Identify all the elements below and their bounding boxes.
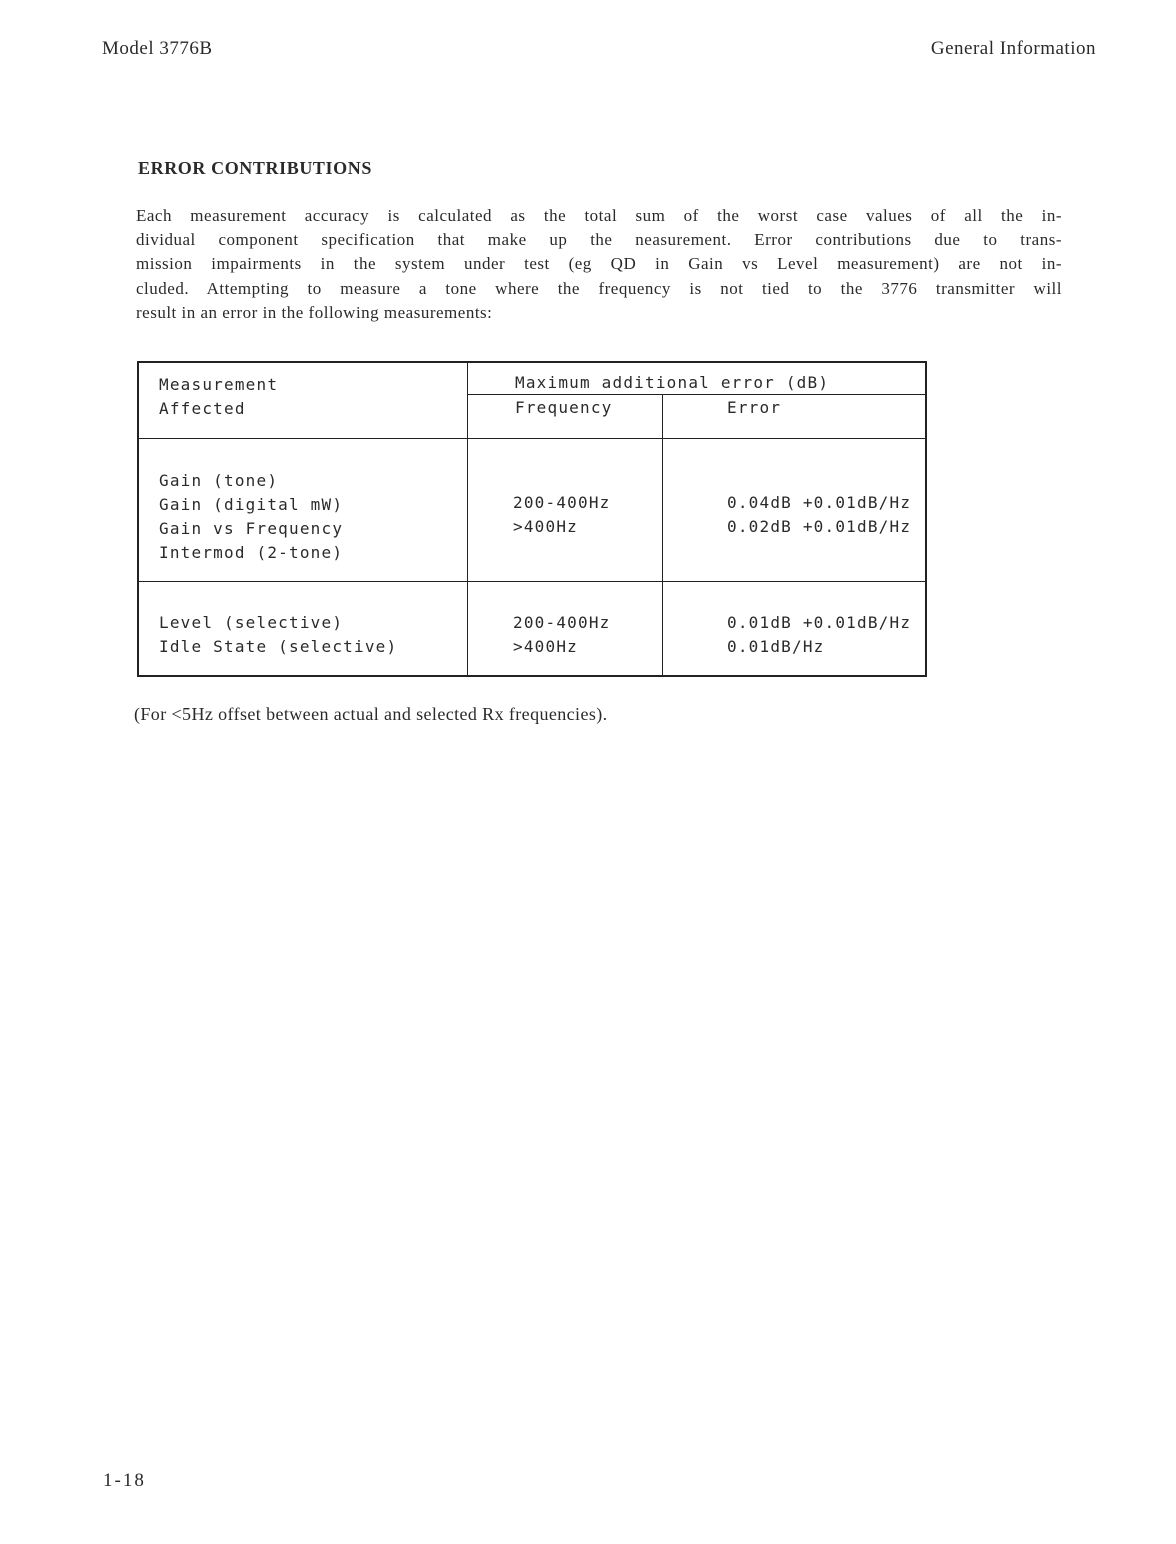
frequency-value: >400Hz xyxy=(513,517,578,536)
frequency-value: 200-400Hz xyxy=(513,613,611,632)
error-value: 0.01dB/Hz xyxy=(727,637,825,656)
paragraph-line: cluded. Attempting to measure a tone where the frequency is not tied to the 3776 transmitter will xyxy=(136,278,1062,298)
error-value: 0.04dB +0.01dB/Hz xyxy=(727,493,912,512)
section-title: ERROR CONTRIBUTIONS xyxy=(138,158,372,178)
footnote: (For <5Hz offset between actual and selected Rx frequencies). xyxy=(134,704,608,724)
header-max-error: Maximum additional error (dB) xyxy=(515,373,830,392)
frequency-value: 200-400Hz xyxy=(513,493,611,512)
header-affected: Affected xyxy=(159,399,246,418)
measurement-item: Level (selective) xyxy=(159,613,344,632)
group-rule xyxy=(139,581,925,582)
header-error: Error xyxy=(727,398,782,417)
paragraph-line: dividual component specification that make up the neasurement. Error contributions due to trans- xyxy=(136,230,1062,250)
error-value: 0.01dB +0.01dB/Hz xyxy=(727,613,912,632)
column-divider xyxy=(467,363,468,675)
column-divider xyxy=(662,395,663,675)
header-model: Model 3776B xyxy=(102,38,213,59)
measurement-item: Idle State (selective) xyxy=(159,637,398,656)
body-paragraph xyxy=(136,204,1062,325)
header-frequency: Frequency xyxy=(515,398,613,417)
frequency-value: >400Hz xyxy=(513,637,578,656)
paragraph-line: mission impairments in the system under test (eg QD in Gain vs Level measurement) are not in- xyxy=(136,254,1062,274)
page-number: 1-18 xyxy=(103,1470,146,1491)
header-measurement: Measurement xyxy=(159,375,279,394)
paragraph-line: Each measurement accuracy is calculated as the total sum of the worst case values of all the in- xyxy=(136,206,1062,225)
measurement-item: Intermod (2-tone) xyxy=(159,543,344,562)
header-rule xyxy=(139,438,925,439)
error-value: 0.02dB +0.01dB/Hz xyxy=(727,517,912,536)
measurement-item: Gain (tone) xyxy=(159,471,279,490)
header-section: General Information xyxy=(930,38,1096,59)
paragraph-line: result in an error in the following measurements: xyxy=(136,302,493,322)
measurement-item: Gain (digital mW) xyxy=(159,495,344,514)
error-table xyxy=(137,361,927,677)
measurement-item: Gain vs Frequency xyxy=(159,519,344,538)
